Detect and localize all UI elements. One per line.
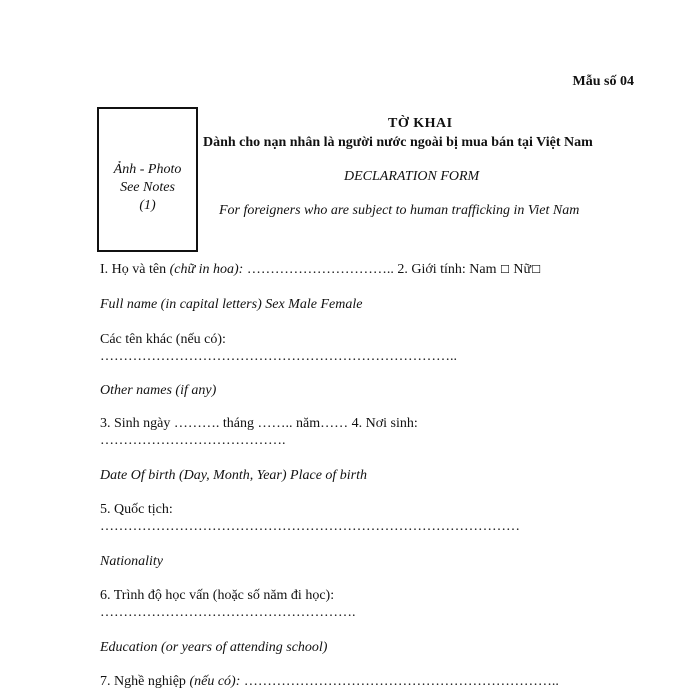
occupation-note: (nếu có):: [189, 674, 241, 689]
field-name-gender: [100, 262, 541, 278]
nationality-english: Nationality: [100, 554, 163, 569]
name-note: (chữ in hoa):: [169, 262, 244, 277]
field-name-english: Full name (in capital letters) Sex Male Female: [100, 297, 363, 312]
photo-placeholder-box: [97, 107, 198, 252]
education-label: 6. Trình độ học vấn (hoặc số năm đi học):: [100, 588, 335, 603]
nationality-input-dots[interactable]: ………………………………………………………………………………: [100, 519, 520, 534]
education-english: Education (or years of attending school): [100, 640, 328, 655]
nationality-label: 5. Quốc tịch:: [100, 502, 173, 517]
gender-label: 2. Giới tính: Nam: [393, 262, 497, 277]
name-input-dots[interactable]: …………………………..: [243, 262, 394, 277]
name-label: I. Họ và tên: [100, 262, 167, 277]
title-vietnamese: TỜ KHAI: [388, 116, 453, 131]
place-of-birth-input-dots[interactable]: ………………………………….: [100, 433, 286, 448]
female-checkbox[interactable]: ☐: [531, 263, 541, 276]
photo-placeholder-text: [99, 161, 196, 215]
photo-line-1: Ảnh - Photo: [113, 162, 182, 177]
education-input-dots[interactable]: ……………………………………………….: [100, 605, 356, 620]
form-number: Mẫu số 04: [572, 74, 634, 89]
subtitle-vietnamese: Dành cho nạn nhân là người nước ngoài bị mua bán tại Việt Nam: [203, 135, 593, 150]
other-names-label: Các tên khác (nếu có):: [100, 332, 226, 347]
other-names-english: Other names (if any): [100, 383, 217, 398]
female-label: Nữ: [509, 262, 532, 277]
other-names-input-dots[interactable]: …………………………………………………………………..: [100, 349, 457, 364]
dob-label: 3. Sinh ngày ………. tháng …….. năm…… 4. Nơi sinh:: [100, 416, 418, 431]
male-checkbox[interactable]: ☐: [496, 263, 510, 276]
occupation-input-dots[interactable]: …………………………………………………………..: [240, 674, 559, 689]
dob-english: Date Of birth (Day, Month, Year) Place of birth: [100, 468, 368, 483]
photo-line-2: See Notes: [120, 180, 175, 195]
subtitle-english: For foreigners who are subject to human trafficking in Viet Nam: [219, 203, 580, 218]
field-occupation: [100, 674, 559, 690]
occupation-label: 7. Nghề nghiệp: [100, 674, 186, 689]
title-english: DECLARATION FORM: [344, 169, 480, 184]
photo-line-3: (1): [139, 198, 156, 213]
